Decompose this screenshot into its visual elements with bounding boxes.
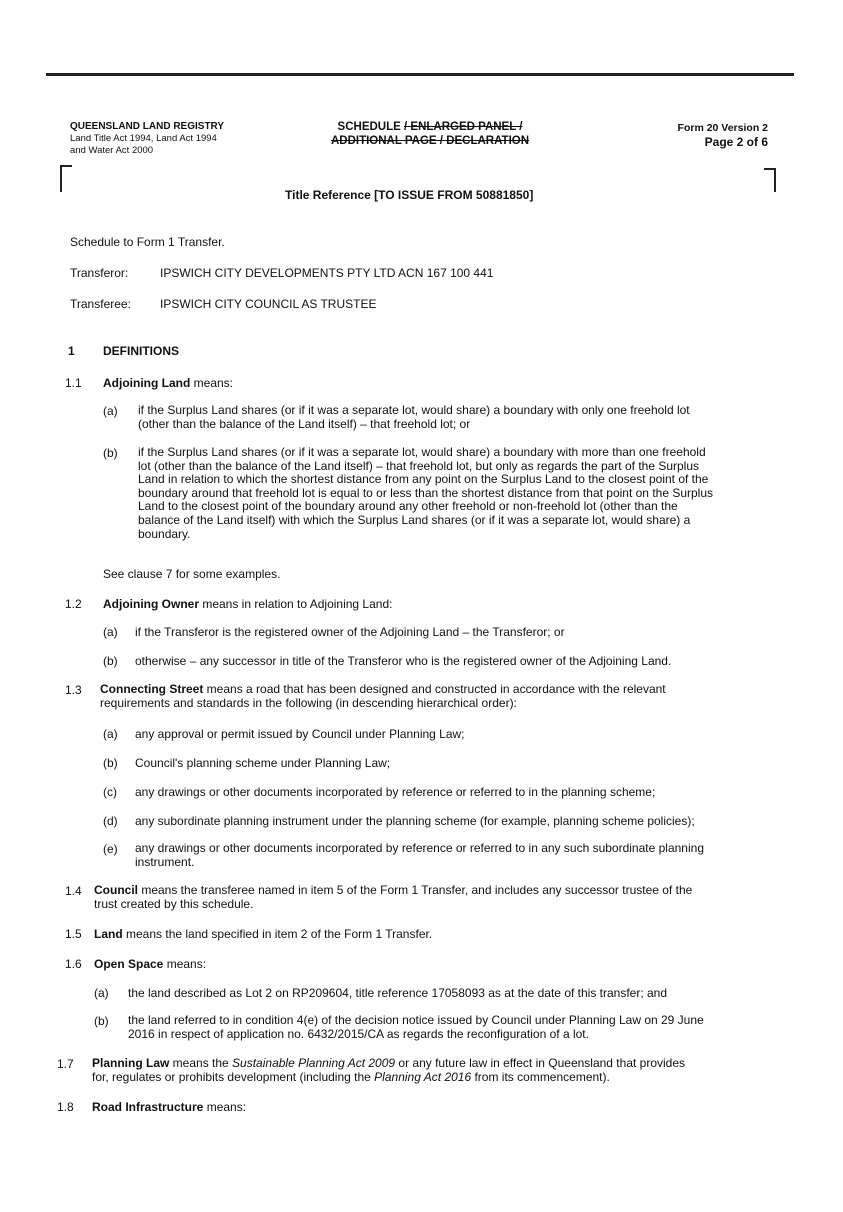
clause-1-3-e-label: (e) (103, 842, 118, 856)
clause-1-6-b-line: 2016 in respect of application no. 6432/2015/CA as regards the reconfiguration of a lot. (128, 1026, 589, 1041)
clause-1-7-part: for, regulates or prohibits development (including the (92, 1069, 375, 1084)
clause-1-2-b-label: (b) (103, 654, 118, 668)
act-sustainable-planning: Sustainable Planning Act 2009 (232, 1056, 396, 1070)
clause-1-3-line: requirements and standards in the following (in descending hierarchical order): (100, 695, 517, 710)
section-title: DEFINITIONS (103, 344, 180, 358)
clause-1-4-text (94, 884, 692, 911)
right-corner-bracket (764, 168, 776, 192)
clause-1-3-e-text (135, 842, 704, 869)
clause-1-1-text (103, 376, 233, 390)
clause-1-7-part: or any future law in effect in Queensland that provides (395, 1056, 686, 1070)
term-open-space: Open Space (94, 957, 164, 971)
clause-1-7-part: from its commencement). (471, 1069, 610, 1084)
clause-1-1-b-label: (b) (103, 446, 118, 460)
top-rule (46, 73, 794, 76)
clause-1-1-b-line: Land in relation to which the shortest distance from any point on the Surplus Land to the closest point of the (138, 472, 709, 487)
form-version: Form 20 Version 2 (677, 122, 768, 134)
form-title (310, 120, 550, 148)
registry-acts-line1: Land Title Act 1994, Land Act 1994 (70, 133, 217, 144)
clause-1-2-b-text: otherwise – any successor in title of the Transferor who is the registered owner of the Adjoining Land. (135, 654, 672, 668)
clause-1-4-number: 1.4 (65, 884, 82, 898)
term-council: Council (94, 883, 138, 897)
clause-1-6-a-text: the land described as Lot 2 on RP209604, title reference 17058093 as at the date of this transfer; and (128, 986, 668, 1000)
clause-1-3-d-label: (d) (103, 814, 118, 828)
clause-1-6-b-line: the land referred to in condition 4(e) of the decision notice issued by Council under Planning Law on 29 June (128, 1013, 704, 1027)
clause-1-3-text (100, 683, 666, 710)
clause-1-8-text (92, 1100, 246, 1114)
title-reference: Title Reference [TO ISSUE FROM 50881850] (285, 188, 534, 202)
clause-1-1-b-line: Land to the closest point of the boundary around any other freehold or non-freehold lot (other than the (138, 499, 678, 514)
clause-1-2-number: 1.2 (65, 597, 82, 611)
clause-1-1-a-label: (a) (103, 404, 118, 418)
form-title-struck-2: ADDITIONAL PAGE / DECLARATION (330, 135, 530, 147)
form-title-schedule: SCHEDULE (337, 121, 401, 133)
term-adjoining-land: Adjoining Land (103, 376, 191, 390)
clause-1-1-a-text (138, 404, 690, 431)
term-planning-law: Planning Law (92, 1056, 170, 1070)
clause-1-1-a-line: (other than the balance of the Land itself) – that freehold lot; or (138, 416, 471, 431)
clause-1-6-b-text (128, 1014, 704, 1041)
clause-1-3-a-text: any approval or permit issued by Council under Planning Law; (135, 727, 465, 741)
clause-1-4-line: means the transferee named in item 5 of the Form 1 Transfer, and includes any successor trustee of the (138, 883, 693, 897)
clause-1-6-number: 1.6 (65, 957, 82, 971)
clause-1-1-b-line: lot (other than the balance of the Land itself) – that freehold lot, but only as regards the part of the Surplus (138, 458, 700, 473)
clause-1-3-c-label: (c) (103, 785, 117, 799)
clause-1-3-number: 1.3 (65, 683, 82, 697)
clause-1-2-means: means in relation to Adjoining Land: (199, 597, 393, 611)
clause-1-8-number: 1.8 (57, 1100, 74, 1114)
term-adjoining-owner: Adjoining Owner (103, 597, 199, 611)
term-connecting-street: Connecting Street (100, 682, 204, 696)
section-number: 1 (68, 344, 75, 358)
clause-1-2-text (103, 597, 392, 611)
clause-1-7-text (92, 1057, 685, 1084)
clause-1-1-note: See clause 7 for some examples. (103, 567, 281, 581)
clause-1-3-c-text: any drawings or other documents incorporated by reference or referred to in the planning scheme; (135, 785, 656, 799)
left-corner-bracket (60, 165, 72, 192)
clause-1-8-means: means: (203, 1100, 247, 1114)
clause-1-1-b-text (138, 446, 713, 541)
transferee-value: IPSWICH CITY COUNCIL AS TRUSTEE (160, 297, 377, 311)
clause-1-1-a-line: if the Surplus Land shares (or if it was a separate lot, would share) a boundary with only one freehold lot (138, 403, 690, 417)
transferee-label: Transferee: (70, 297, 131, 311)
clause-1-6-text (94, 957, 206, 971)
clause-1-1-number: 1.1 (65, 376, 82, 390)
transferor-value: IPSWICH CITY DEVELOPMENTS PTY LTD ACN 167 100 441 (160, 266, 494, 280)
transferor-label: Transferor: (70, 266, 129, 280)
clause-1-2-a-text: if the Transferor is the registered owner of the Adjoining Land – the Transferor; or (135, 625, 565, 639)
registry-header (70, 121, 224, 157)
clause-1-6-a-label: (a) (94, 986, 109, 1000)
term-land: Land (94, 927, 123, 941)
clause-1-1-means: means: (190, 376, 234, 390)
clause-1-3-e-line: instrument. (135, 854, 195, 869)
clause-1-7-part: means the (169, 1056, 233, 1070)
registry-name: QUEENSLAND LAND REGISTRY (70, 121, 225, 132)
clause-1-3-b-label: (b) (103, 756, 118, 770)
clause-1-1-b-line: balance of the Land itself) with which the Surplus Land shares (or if it was a separate lot, would share) a (138, 512, 691, 527)
form-title-struck-1: / ENLARGED PANEL / (404, 121, 523, 133)
clause-1-1-b-line: boundary around that freehold lot is equal to or less than the shortest distance from that point on the Surplus (138, 485, 714, 500)
clause-1-4-line: trust created by this schedule. (94, 896, 254, 911)
clause-1-3-d-text: any subordinate planning instrument under the planning scheme (for example, planning scheme policies); (135, 814, 695, 828)
clause-1-5-number: 1.5 (65, 927, 82, 941)
clause-1-1-b-line: if the Surplus Land shares (or if it was a separate lot, would share) a boundary with more than one freehold (138, 445, 706, 459)
clause-1-3-b-text: Council's planning scheme under Planning Law; (135, 756, 391, 770)
form-version-block (678, 121, 768, 149)
clause-1-6-means: means: (163, 957, 207, 971)
page-number: Page 2 of 6 (704, 135, 768, 149)
clause-1-7-number: 1.7 (57, 1057, 74, 1071)
clause-1-1-b-line: boundary. (138, 526, 191, 541)
clause-1-5-text (94, 927, 432, 941)
schedule-heading: Schedule to Form 1 Transfer. (70, 235, 225, 249)
clause-1-5-means: means the land specified in item 2 of the Form 1 Transfer. (122, 927, 433, 941)
registry-acts-line2: and Water Act 2000 (70, 145, 154, 156)
clause-1-3-e-line: any drawings or other documents incorporated by reference or referred to in any such subordinate planning (135, 841, 704, 855)
clause-1-3-a-label: (a) (103, 727, 118, 741)
act-planning-2016: Planning Act 2016 (374, 1069, 472, 1084)
clause-1-2-a-label: (a) (103, 625, 118, 639)
clause-1-6-b-label: (b) (94, 1014, 109, 1028)
term-road-infrastructure: Road Infrastructure (92, 1100, 204, 1114)
clause-1-3-line: means a road that has been designed and constructed in accordance with the relevant (203, 682, 666, 696)
